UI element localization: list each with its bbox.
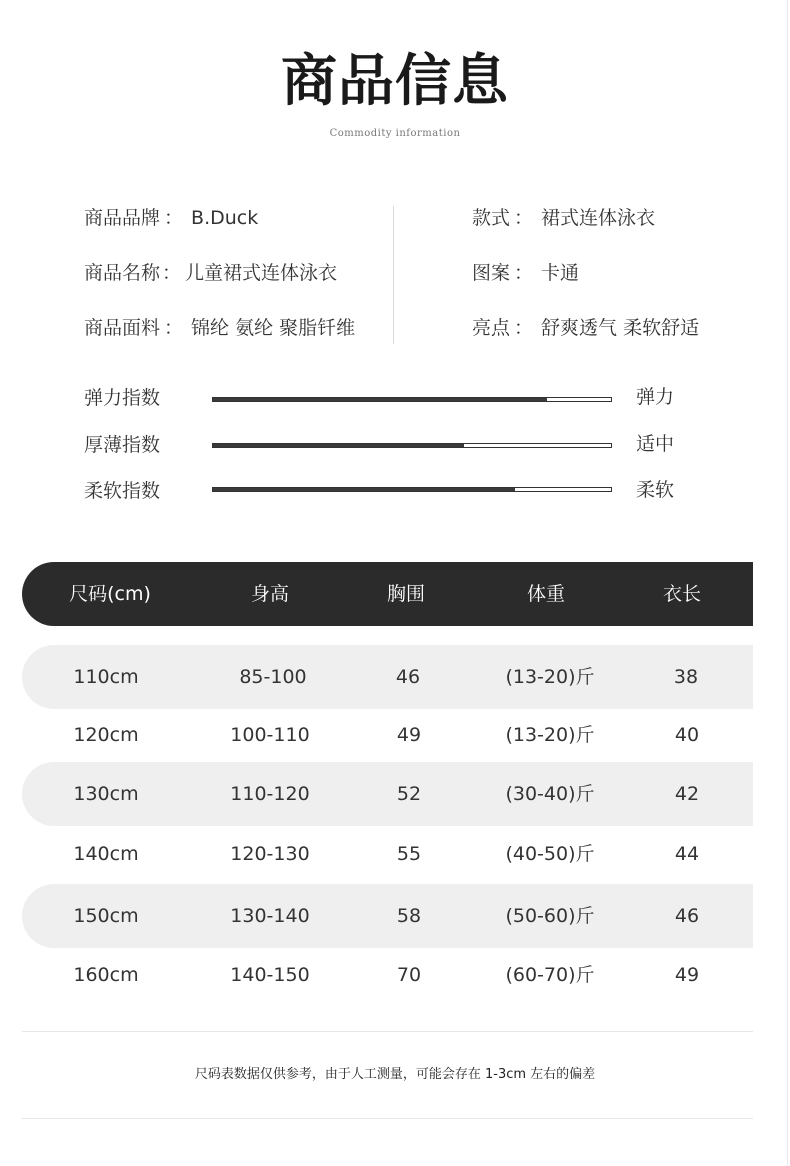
index-thickness-value: 适中: [636, 433, 675, 455]
note-bottom-divider: [22, 1118, 753, 1119]
cell-weight: (13-20)斤: [505, 724, 595, 746]
header-size: 尺码(cm): [69, 583, 151, 605]
cell-length: 42: [674, 783, 700, 805]
cell-size: 120cm: [73, 724, 139, 746]
size-table-header: [22, 562, 753, 626]
info-style-sep: ：: [514, 207, 534, 229]
table-row: [22, 703, 753, 767]
cell-height: 110-120: [230, 783, 310, 805]
info-fabric-sep: ：: [164, 317, 184, 339]
info-highlight-label: 亮点: [472, 317, 511, 339]
cell-length: 49: [674, 964, 700, 986]
cell-weight: (13-20)斤: [505, 666, 595, 688]
header-chest: 胸围: [386, 583, 425, 605]
cell-height: 130-140: [230, 905, 310, 927]
page-title: [281, 48, 509, 116]
cell-height: 120-130: [230, 843, 310, 865]
table-row: [22, 943, 753, 1007]
cell-chest: 55: [396, 843, 422, 865]
index-elasticity-value: 弹力: [636, 386, 675, 408]
header-height: 身高: [250, 583, 289, 605]
info-brand-value: B.Duck: [191, 207, 259, 229]
info-pattern: [472, 261, 579, 285]
cell-height: 85-100: [239, 666, 307, 688]
cell-chest: 46: [395, 666, 421, 688]
info-pattern-value: 卡通: [541, 262, 580, 284]
note-top-divider: [22, 1031, 753, 1032]
info-divider: [393, 206, 394, 344]
info-brand-label: 商品品牌: [84, 207, 161, 229]
cell-size: 130cm: [73, 783, 139, 805]
index-softness-label: 柔软指数: [84, 480, 161, 502]
cell-height: 100-110: [230, 724, 310, 746]
page-edge-line: [787, 0, 788, 1166]
table-row: [22, 645, 753, 709]
index-softness-bar: [212, 487, 612, 492]
info-brand-sep: ：: [164, 207, 184, 229]
index-softness-value: 柔软: [636, 479, 675, 501]
cell-weight: (30-40)斤: [505, 783, 595, 805]
info-fabric-label: 商品面料: [84, 317, 161, 339]
cell-size: 150cm: [73, 905, 139, 927]
index-elasticity-bar: [212, 397, 612, 402]
cell-size: 160cm: [73, 964, 139, 986]
cell-length: 38: [673, 666, 699, 688]
cell-weight: (40-50)斤: [505, 843, 595, 865]
cell-weight: (60-70)斤: [505, 964, 595, 986]
info-fabric: [84, 316, 355, 340]
cell-length: 44: [674, 843, 700, 865]
table-row: [22, 762, 753, 826]
index-thickness-fill: [213, 444, 464, 447]
info-brand: [84, 206, 258, 230]
info-highlight-sep: ：: [514, 317, 534, 339]
info-highlight: [472, 316, 699, 340]
title-block: [0, 48, 790, 116]
cell-size: 110cm: [73, 666, 139, 688]
table-row: [22, 884, 753, 948]
cell-length: 46: [674, 905, 700, 927]
info-pattern-sep: ：: [514, 262, 534, 284]
info-style: [472, 206, 655, 230]
info-style-label: 款式: [472, 207, 511, 229]
info-product-name-sep: ：: [162, 262, 182, 284]
info-style-value: 裙式连体泳衣: [541, 207, 656, 229]
cell-chest: 58: [396, 905, 422, 927]
cell-size: 140cm: [73, 843, 139, 865]
cell-weight: (50-60)斤: [505, 905, 595, 927]
info-highlight-value: 舒爽透气 柔软舒适: [541, 317, 700, 339]
cell-chest: 70: [396, 964, 422, 986]
index-thickness-label: 厚薄指数: [84, 434, 161, 456]
cell-length: 40: [674, 724, 700, 746]
index-softness-fill: [213, 488, 515, 491]
index-thickness-bar: [212, 443, 612, 448]
info-product-name-label: 商品名称: [84, 262, 161, 284]
index-elasticity-fill: [213, 398, 547, 401]
page-subtitle: Commodity information: [329, 128, 461, 139]
cell-chest: 52: [396, 783, 422, 805]
page-title-text: 商品信息: [281, 49, 509, 114]
header-weight: 体重: [526, 583, 565, 605]
info-fabric-value: 锦纶 氨纶 聚脂钎维: [191, 317, 356, 339]
info-product-name-value: 儿童裙式连体泳衣: [185, 262, 338, 284]
cell-height: 140-150: [230, 964, 310, 986]
cell-chest: 49: [396, 724, 422, 746]
header-length: 衣长: [662, 583, 701, 605]
size-note: 尺码表数据仅供参考，由于人工测量，可能会存在 1-3cm 左右的偏差: [194, 1067, 596, 1082]
table-row: [22, 822, 753, 886]
index-elasticity-label: 弹力指数: [84, 387, 161, 409]
info-product-name: [84, 261, 337, 285]
info-pattern-label: 图案: [472, 262, 511, 284]
